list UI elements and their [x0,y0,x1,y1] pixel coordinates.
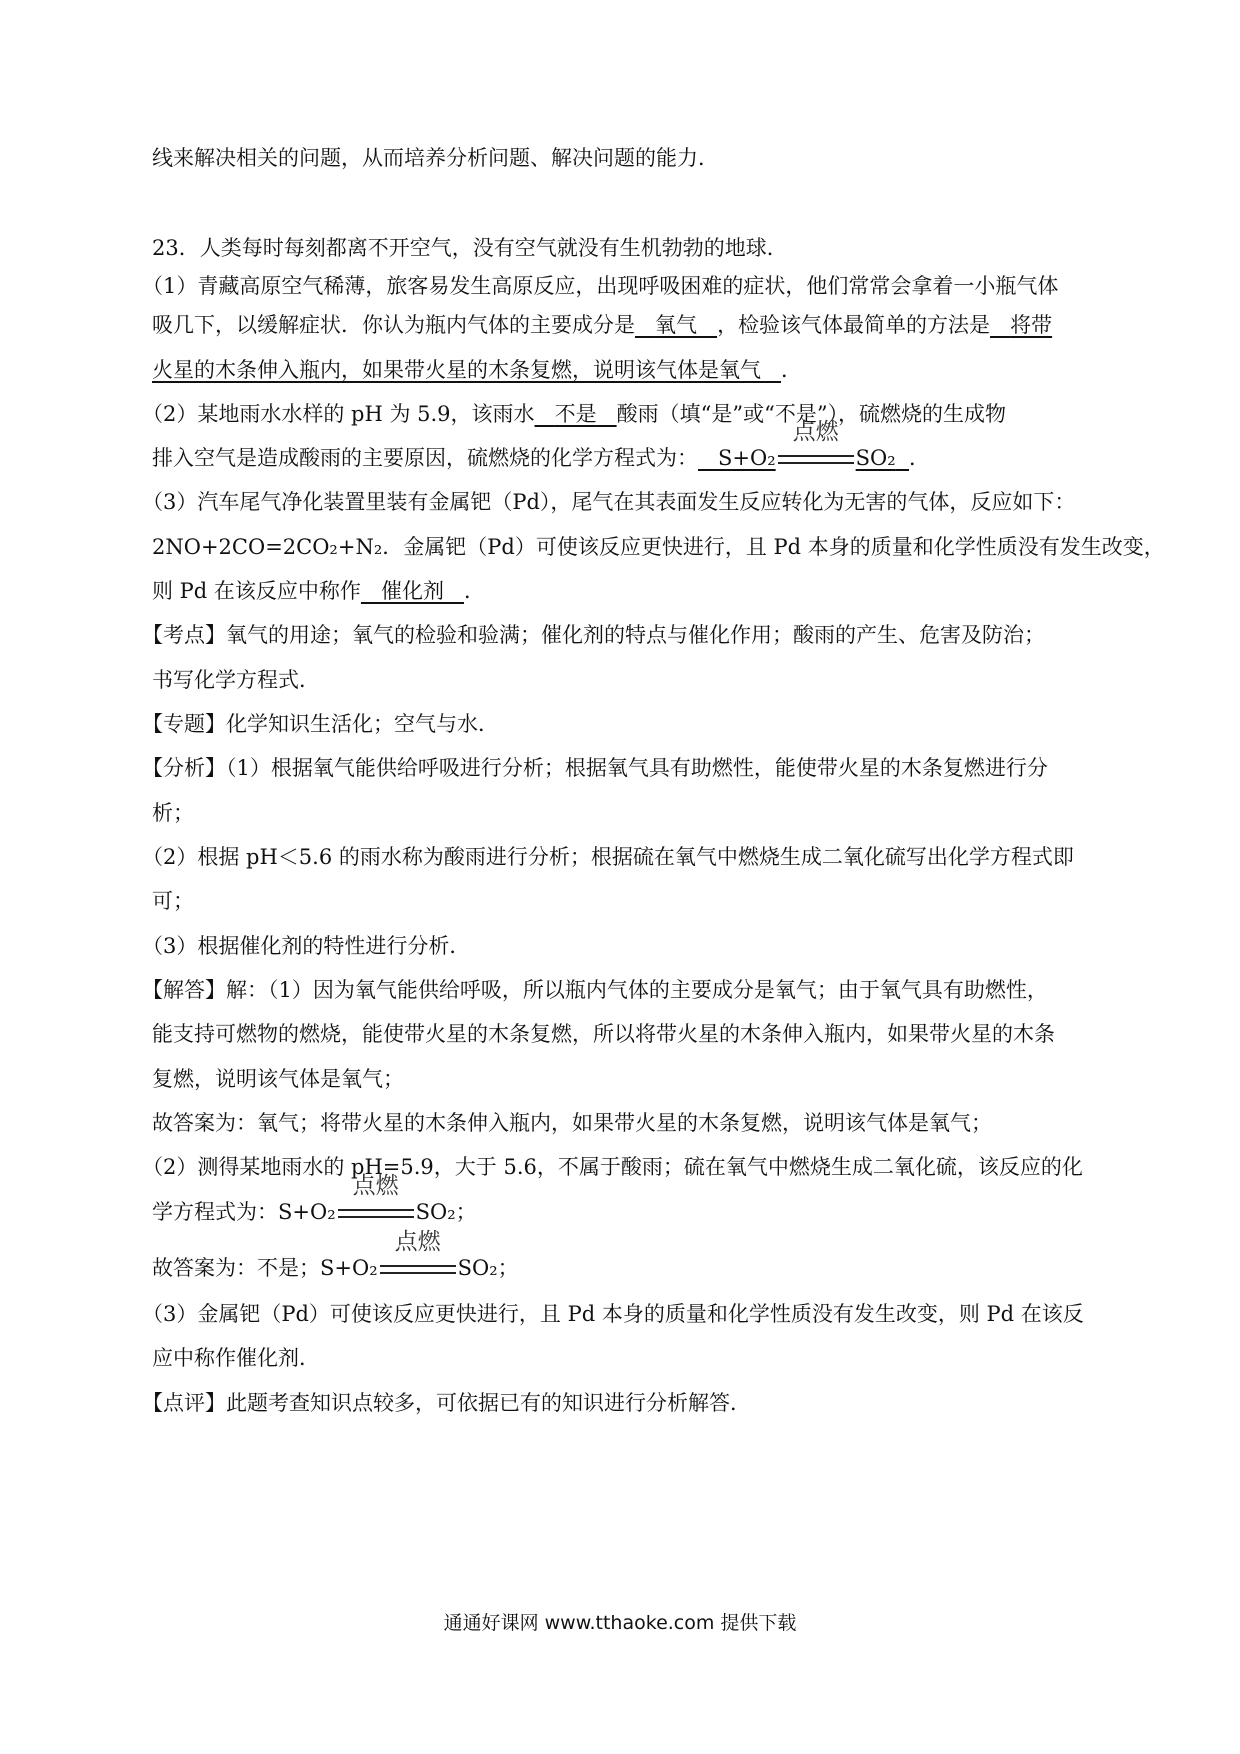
answer-blank-method-end: 火星的木条伸入瓶内，如果带火星的木条复燃，说明该气体是氧气 [152,358,761,382]
answer-blank-equation: S+O₂ 点燃 SO₂ [698,446,909,470]
equation-arrow: 点燃 [378,1252,458,1284]
fenxi-line-4: 可； [152,889,194,913]
jieda-line-7: 故答案为：不是；S+O₂ 点燃 SO₂； [152,1252,519,1284]
fenxi-line-5: （3）根据催化剂的特性进行分析． [142,934,471,958]
part-3-line-2: 2NO+2CO=2CO₂+N₂．金属钯（Pd）可使该反应更快进行，且 Pd 本身的质量和化学性质没有发生改变， [152,535,1165,559]
answer-blank-method-start: 将带 [1010,313,1053,337]
jieda-line-8: （3）金属钯（Pd）可使该反应更快进行，且 Pd 本身的质量和化学性质没有发生改变，则 Pd 在该反 [142,1302,1084,1326]
question-23-stem: 23．人类每时每刻都离不开空气，没有空气就没有生机勃勃的地球． [152,236,788,260]
kaodian-line-1: 【考点】氧气的用途；氧气的检验和验满；催化剂的特点与催化作用；酸雨的产生、危害及防治； [142,623,1045,647]
zhuanti-line: 【专题】化学知识生活化；空气与水． [142,712,499,736]
jieda-line-4: 故答案为：氧气；将带火星的木条伸入瓶内，如果带火星的木条复燃，说明该气体是氧气； [152,1111,992,1135]
part-3-line-1: （3）汽车尾气净化装置里装有金属钯（Pd），尾气在其表面发生反应转化为无害的气体，反应如下： [142,490,1076,514]
equation-arrow: 点燃 [336,1196,416,1228]
fenxi-line-2: 析； [152,801,194,825]
part-1-line-2: 吸几下，以缓解症状．你认为瓶内气体的主要成分是 氧气 ，检验该气体最简单的方法是 将带 [152,313,1053,337]
jieda-line-2: 能支持可燃物的燃烧，能使带火星的木条复燃，所以将带火星的木条伸入瓶内，如果带火星的木条 [152,1022,1055,1046]
part-3-line-3: 则 Pd 在该反应中称作 催化剂 ． [152,579,485,603]
text-line: 线来解决相关的问题，从而培养分析问题、解决问题的能力． [152,146,719,170]
jieda-line-1: 【解答】解：（1）因为氧气能供给呼吸，所以瓶内气体的主要成分是氧气；由于氧气具有助燃性， [142,978,1048,1002]
dianping-line: 【点评】此题考查知识点较多，可依据已有的知识进行分析解答． [142,1391,751,1415]
jieda-line-6: 学方程式为：S+O₂ 点燃 SO₂； [152,1196,477,1228]
part-2-line-2: 排入空气是造成酸雨的主要原因，硫燃烧的化学方程式为： S+O₂ 点燃 SO₂ ． [152,442,930,474]
jieda-line-3: 复燃，说明该气体是氧气； [152,1067,404,1091]
page-footer: 通通好课网 www.tthaoke.com 提供下载 [443,1612,797,1634]
answer-blank-acid-rain: 不是 [554,402,597,426]
answer-blank-catalyst: 催化剂 [380,579,444,603]
part-1-line-3: 火星的木条伸入瓶内，如果带火星的木条复燃，说明该气体是氧气 ． [152,358,803,382]
answer-blank-gas: 氧气 [655,313,698,337]
fenxi-line-1: 【分析】（1）根据氧气能供给呼吸进行分析；根据氧气具有助燃性，能使带火星的木条复燃进行分 [142,756,1048,780]
part-1-line-1: （1）青藏高原空气稀薄，旅客易发生高原反应，出现呼吸困难的症状，他们常常会拿着一小瓶气体 [142,274,1059,298]
jieda-line-9: 应中称作催化剂． [152,1346,320,1370]
equation-arrow: 点燃 [776,442,856,474]
kaodian-line-2: 书写化学方程式． [152,668,320,692]
fenxi-line-3: （2）根据 pH＜5.6 的雨水称为酸雨进行分析；根据硫在氧气中燃烧生成二氧化硫写出化学方程式即 [142,845,1074,869]
part-2-line-1: （2）某地雨水水样的 pH 为 5.9，该雨水 不是 酸雨（填“是”或“不是”），硫燃烧的生成物 [142,402,1007,426]
jieda-line-5: （2）测得某地雨水的 pH=5.9，大于 5.6，不属于酸雨；硫在氧气中燃烧生成二氧化硫，该反应的化 [142,1155,1083,1179]
